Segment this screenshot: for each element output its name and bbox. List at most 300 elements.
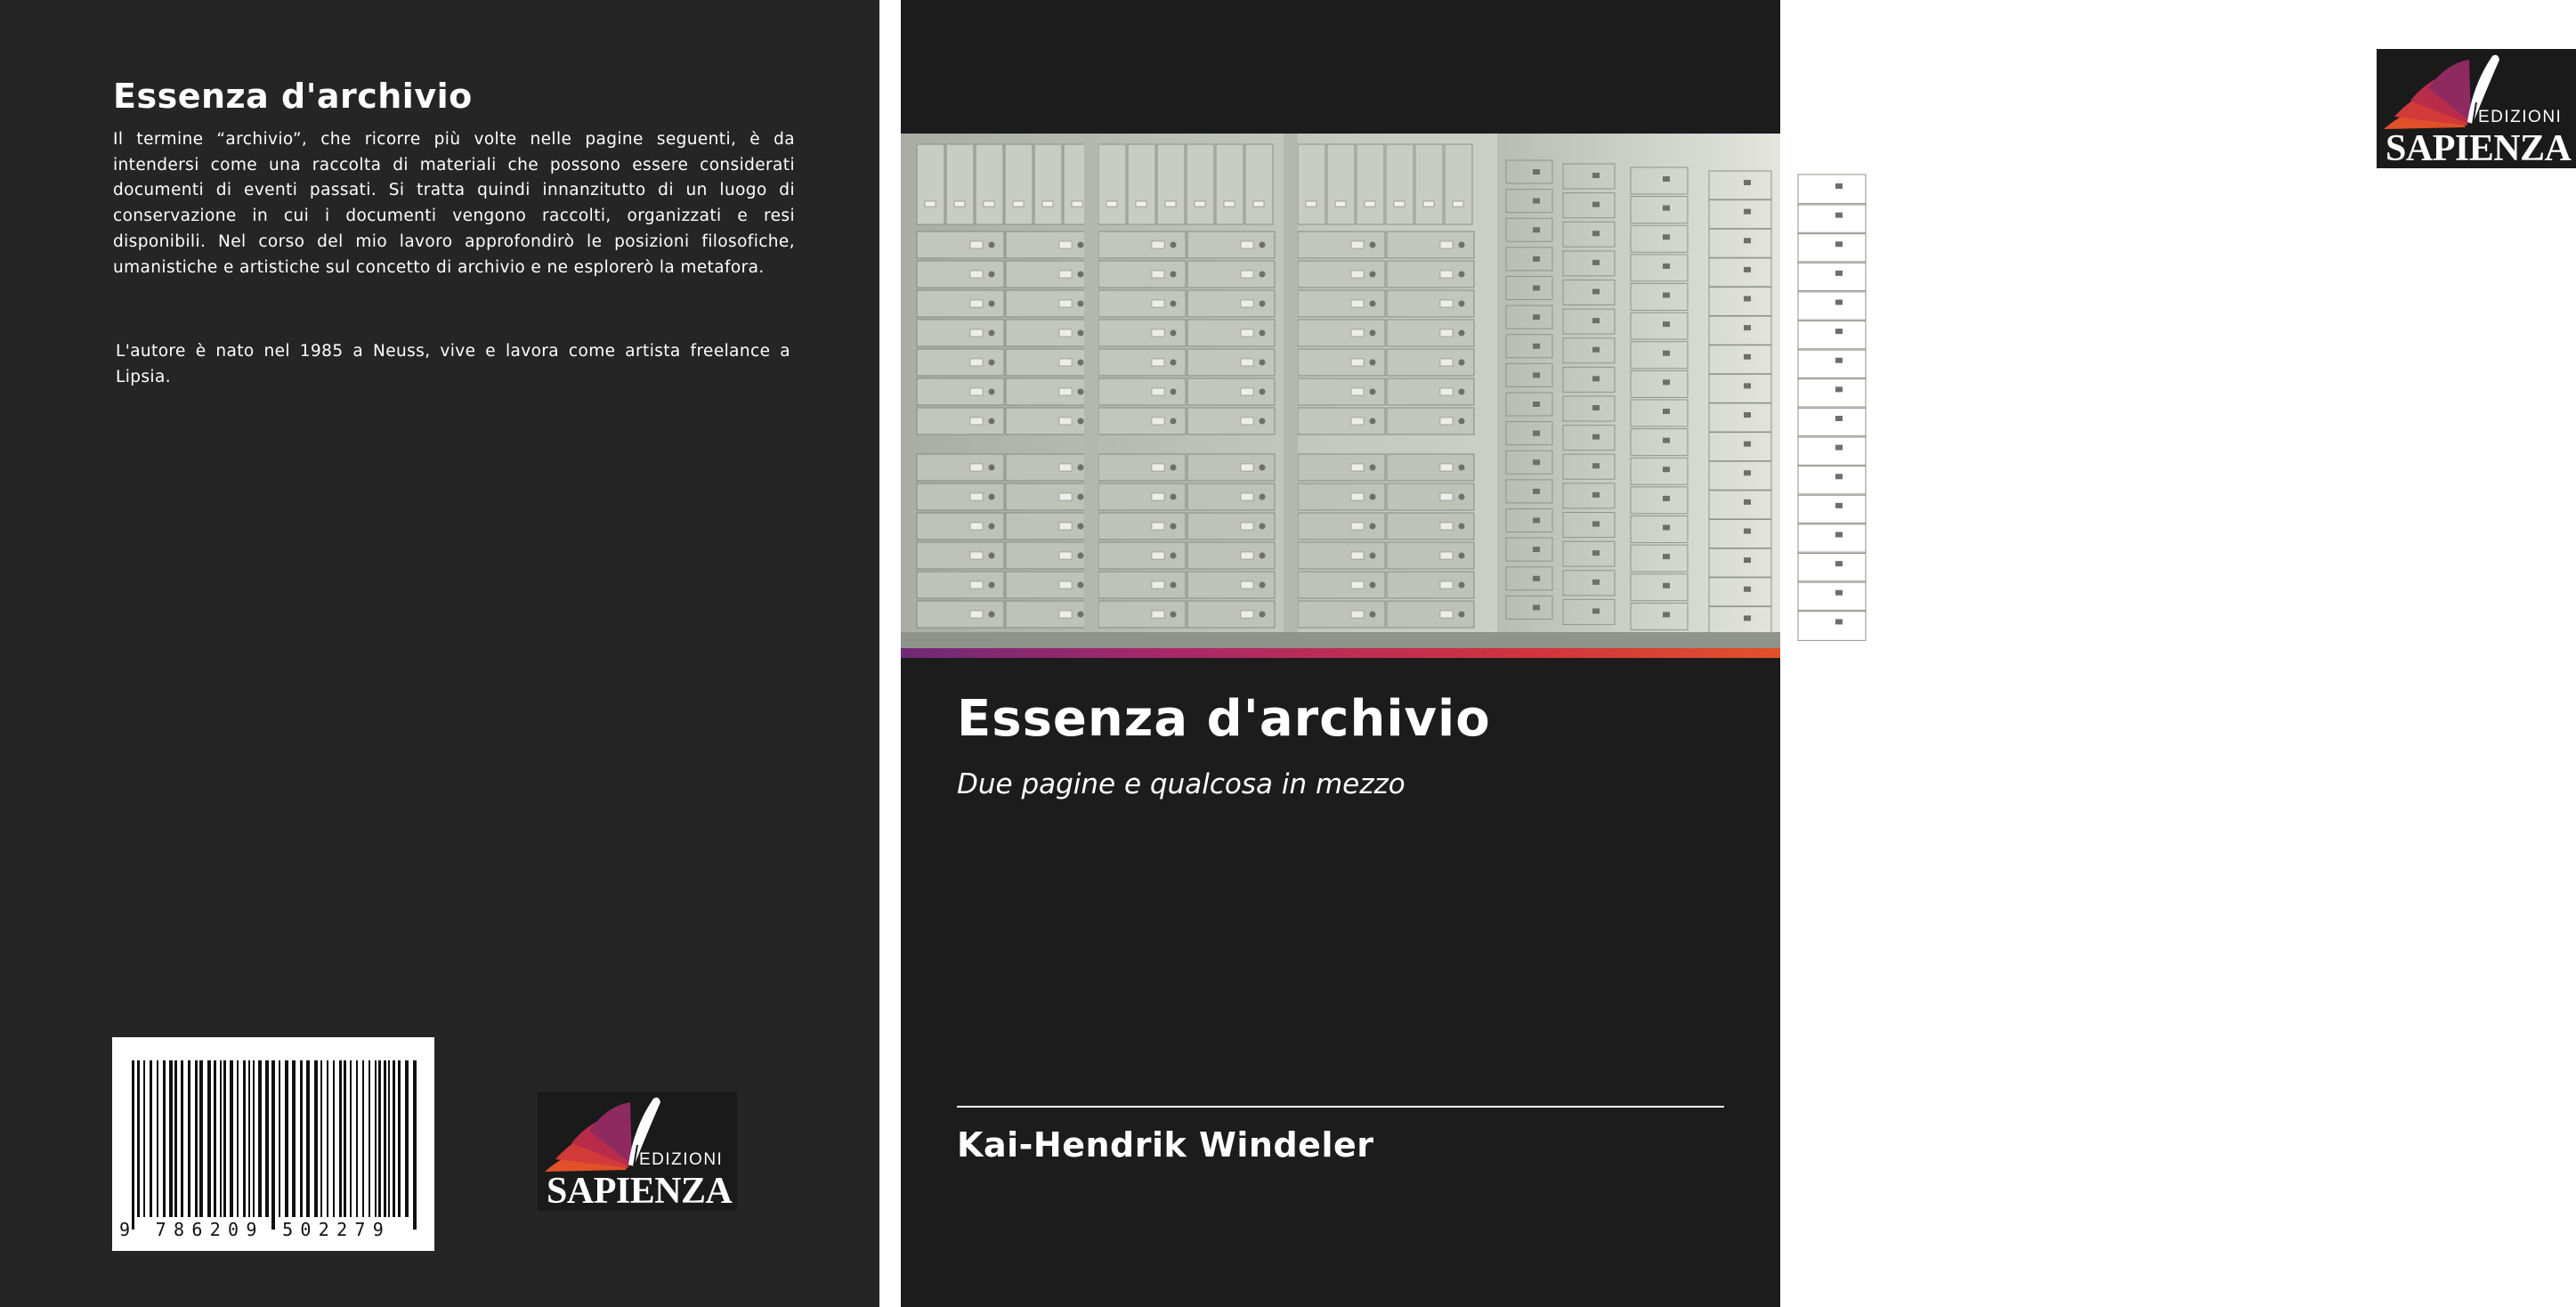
locker-label [970,359,983,366]
locker-label [970,552,983,559]
side-locker-door [1798,204,1866,234]
locker-door-tall [1445,144,1472,224]
locker-keyhole [1370,301,1376,307]
locker-keyhole [1459,360,1465,366]
side-locker-handle [1744,325,1751,330]
barcode-bar [344,1060,346,1217]
locker-keyhole [1370,389,1376,395]
locker-grid [917,134,1474,632]
locker-label [1059,359,1072,366]
side-locker-handle [1533,256,1540,262]
front-cover [901,0,2572,1307]
side-locker-handle [1744,557,1751,563]
side-locker-handle [1663,554,1670,559]
locker-label [1351,329,1364,337]
side-locker-door [1798,175,1866,205]
locker-door-tall [917,144,944,224]
barcode-bar [230,1060,233,1217]
locker-keyhole [1370,418,1376,425]
locker-label [1152,329,1164,337]
barcode-digits: 9 786209 502279 [119,1219,392,1240]
locker-keyhole [1370,330,1376,337]
side-locker-handle [1592,173,1600,178]
locker-keyhole [1459,389,1465,395]
side-locker-handle [1744,442,1751,447]
locker-label [1059,329,1072,337]
barcode-bar [378,1060,381,1217]
locker-label [1440,241,1453,248]
locker-keyhole [1370,494,1376,500]
locker-keyhole [1459,553,1465,559]
locker-label [1394,201,1405,207]
locker-keyhole [1459,272,1465,278]
barcode-bar [258,1060,262,1217]
side-locker-door [1798,581,1866,612]
locker-label [1423,201,1434,207]
locker-label [1059,241,1072,248]
side-locker-handle [1663,321,1670,327]
locker-keyhole [1459,301,1465,307]
side-locker-handle [1744,529,1751,534]
locker-label [970,300,983,307]
barcode-bar [339,1060,342,1217]
locker-label [1241,388,1253,395]
locker-label [1042,201,1053,207]
locker-keyhole [1459,465,1465,471]
locker-door-tall [1386,144,1414,224]
locker-label [1351,388,1364,395]
locker-door-tall [976,144,1003,224]
barcode-bar [237,1060,239,1217]
locker-label [1241,329,1253,337]
locker-label [1335,201,1346,207]
locker-keyhole [1078,389,1084,395]
locker-label [970,523,983,530]
locker-label [1440,418,1453,425]
locker-keyhole [1171,242,1177,248]
locker-label [1440,523,1453,530]
side-locker-handle [1592,550,1600,556]
barcode-bar [169,1060,173,1217]
side-locker-handle [1592,492,1600,498]
side-locker-door [1798,524,1866,554]
side-locker-handle [1533,344,1540,349]
locker-keyhole [989,418,995,425]
locker-keyhole [1078,494,1084,500]
locker-keyhole [1171,465,1177,471]
locker-label [1152,464,1164,471]
side-locker-handle [1533,199,1540,204]
side-locker-handle [1533,314,1540,320]
locker-label [1351,581,1364,589]
locker-label [1059,271,1072,278]
side-locker-handle [1663,379,1670,385]
side-locker-handle [1744,470,1751,475]
locker-label [1059,300,1072,307]
locker-door-tall [1327,144,1355,224]
archive-lockers-photo [901,134,1780,648]
locker-label [970,418,983,425]
side-locker-handle [1533,576,1540,581]
locker-keyhole [1078,524,1084,530]
locker-keyhole [1171,494,1177,500]
barcode-bar [393,1060,395,1217]
locker-keyhole [1078,612,1084,618]
locker-keyhole [1260,360,1266,366]
barcode-bar [362,1060,364,1217]
side-locker-handle [1744,238,1751,243]
side-locker-handle [1592,405,1600,410]
back-cover-title: Essenza d'archivio [113,77,473,116]
locker-label [1072,201,1082,207]
locker-keyhole [1171,389,1177,395]
side-locker-handle [1533,286,1540,291]
locker-keyhole [1078,272,1084,278]
locker-keyhole [989,582,995,589]
locker-keyhole [1260,524,1266,530]
side-locker-handle [1835,329,1843,334]
locker-keyhole [1260,301,1266,307]
side-locker-handle [1835,213,1843,218]
side-locker-handle [1835,561,1843,566]
side-locker-handle [1592,289,1600,295]
publisher-logo-back [538,1092,737,1211]
locker-label [1351,493,1364,500]
locker-label [1106,201,1117,207]
front-cover-subtitle: Due pagine e qualcosa in mezzo [957,768,1405,800]
side-locker-handle [1663,525,1670,531]
locker-keyhole [1260,612,1266,618]
locker-door-tall [1128,144,1155,224]
locker-label [1152,493,1164,500]
back-cover [0,0,879,1307]
locker-label [1241,581,1253,589]
locker-label [1351,241,1364,248]
locker-keyhole [1171,524,1177,530]
locker-label [1253,201,1264,207]
locker-label [1152,418,1164,425]
barcode-bar [327,1060,328,1217]
barcode-bar [157,1060,158,1217]
side-locker-handle [1533,547,1540,552]
locker-keyhole [1260,418,1266,425]
side-locker-handle [1533,518,1540,524]
locker-keyhole [1078,330,1084,337]
locker-keyhole [989,612,995,618]
locker-label [1059,611,1072,618]
locker-keyhole [1370,465,1376,471]
side-locker-handle [1835,416,1843,421]
side-locker-handle [1663,264,1670,269]
cabinet-pillar [1291,134,1298,632]
locker-label [1241,464,1253,471]
locker-label [1351,359,1364,366]
locker-keyhole [989,360,995,366]
side-locker-door [1798,436,1866,467]
barcode-bar [223,1060,226,1217]
barcode-bar [375,1060,377,1217]
side-locker-handle [1663,467,1670,472]
locker-label [1059,581,1072,589]
locker-label [1059,418,1072,425]
side-locker-handle [1744,354,1751,360]
barcode-bar [398,1060,401,1217]
accent-gradient-bar [901,648,1780,658]
locker-keyhole [1370,524,1376,530]
side-locker-handle [1744,383,1751,388]
locker-label [1440,359,1453,366]
side-locker-handle [1663,612,1670,617]
locker-keyhole [1370,582,1376,589]
side-locker-handle [1835,271,1843,276]
locker-keyhole [1260,272,1266,278]
barcode-bar [405,1060,409,1217]
side-locker-handle [1592,376,1600,381]
barcode-bar [271,1060,275,1230]
locker-keyhole [1078,418,1084,425]
locker-keyhole [1078,465,1084,471]
barcode-bar [292,1060,296,1217]
publisher-edizioni: EDIZIONI [2478,108,2563,126]
locker-door-tall [1034,144,1062,224]
cabinet-pillar [1091,134,1098,632]
locker-label [1241,271,1253,278]
locker-label [1152,359,1164,366]
locker-door-tall [1157,144,1185,224]
side-locker-handle [1835,619,1843,624]
side-locker-handle [1592,347,1600,353]
locker-keyhole [1370,612,1376,618]
side-locker-handle [1663,583,1670,589]
barcode-bar [243,1060,246,1217]
locker-label [1152,271,1164,278]
locker-keyhole [1078,242,1084,248]
locker-keyhole [989,272,995,278]
locker-door-tall [1357,144,1384,224]
author-bio: L'autore è nato nel 1985 a Neuss, vive e lavora come artista freelance a Lipsia. [116,342,790,386]
publisher-name: SAPIENZA [547,1171,733,1212]
locker-label [1241,359,1253,366]
side-locker-handle [1592,522,1600,527]
locker-label [1440,464,1453,471]
side-locker-handle [1533,402,1540,407]
locker-label [970,464,983,471]
side-locker-handle [1744,209,1751,215]
locker-label [1440,271,1453,278]
barcode-bar [279,1060,280,1217]
side-locker-handle [1533,372,1540,377]
side-locker-door [1798,349,1866,379]
side-locker-handle [1744,587,1751,592]
locker-label [970,581,983,589]
side-locker-handle [1835,386,1843,392]
front-cover-title: Essenza d'archivio [957,690,1491,748]
side-locker-handle [1663,234,1670,239]
side-locker-handle [1744,267,1751,272]
locker-label [970,611,983,618]
locker-keyhole [1260,389,1266,395]
front-cover-author: Kai-Hendrik Windeler [957,1125,1374,1165]
side-locker-handle [1835,445,1843,451]
side-locker-handle [1592,260,1600,265]
locker-keyhole [1171,612,1177,618]
locker-label [1059,523,1072,530]
locker-label [970,241,983,248]
spine-gap [879,0,901,1307]
locker-keyhole [1260,582,1266,589]
locker-keyhole [1459,612,1465,618]
barcode-bar [356,1060,358,1217]
locker-label [954,201,965,207]
locker-door-tall [1245,144,1273,224]
locker-label [1241,611,1253,618]
locker-label [970,271,983,278]
side-locker-handle [1533,431,1540,436]
side-locker-handle [1835,503,1843,508]
locker-keyhole [1171,418,1177,425]
side-locker-handle [1663,293,1670,298]
locker-keyhole [1459,494,1465,500]
divider-line [957,1106,1724,1108]
locker-label [1059,388,1072,395]
locker-label [1351,464,1364,471]
locker-label [1241,418,1253,425]
back-cover-blurb: Il termine “archivio”, che ricorre più volte nelle pagine seguenti, è da intendersi come una raccolta di materiali che possono essere considerati documenti di eventi passati. Si tratta quindi innanzitutto di un luogo di conservazione in cui i documenti vengono raccolti, organizzati e resi disponibili. Nel corso del mio lavoro approfondirò le posizioni filosofiche, umanistiche e artistiche sul concetto di archivio e ne esplorerò la metafora. [113,130,795,277]
locker-label [1224,201,1235,207]
isbn-barcode [112,1037,434,1251]
barcode-bar [300,1060,303,1217]
locker-label [1440,329,1453,337]
locker-label [1152,611,1164,618]
locker-door-tall [1005,144,1033,224]
barcode-bar [207,1060,211,1217]
locker-label [1013,201,1024,207]
locker-keyhole [989,465,995,471]
locker-keyhole [1260,330,1266,337]
side-locker-handle [1835,474,1843,479]
locker-keyhole [1370,553,1376,559]
locker-label [970,493,983,500]
locker-label [970,388,983,395]
locker-label [1152,581,1164,589]
locker-keyhole [1171,330,1177,337]
locker-door-tall [946,144,974,224]
side-locker-door [1798,407,1866,437]
locker-label [1152,241,1164,248]
barcode-bar [306,1060,310,1217]
locker-door-tall [1098,144,1126,224]
side-locker-handle [1592,202,1600,207]
side-locker-handle [1663,438,1670,443]
side-locker-handle [1744,180,1751,185]
locker-door-tall [1216,144,1243,224]
locker-label [1351,523,1364,530]
locker-keyhole [1370,272,1376,278]
locker-keyhole [1078,301,1084,307]
locker-label [970,329,983,337]
locker-label [1241,523,1253,530]
locker-label [1351,300,1364,307]
locker-label [1306,201,1316,207]
locker-keyhole [1370,242,1376,248]
locker-keyhole [1078,360,1084,366]
side-locker-handle [1533,459,1540,465]
barcode-bar [388,1060,390,1217]
side-locker-handle [1663,496,1670,501]
side-locker-handle [1592,434,1600,440]
side-locker-handle [1592,580,1600,585]
side-locker-handle [1835,300,1843,305]
publisher-edizioni: EDIZIONI [639,1150,724,1169]
locker-keyhole [1459,582,1465,589]
cabinet-pillar [1284,134,1291,632]
side-locker-door [1798,610,1866,640]
barcode-bar [214,1060,216,1217]
locker-label [1351,552,1364,559]
side-locker-door [1798,320,1866,350]
locker-keyhole [1078,582,1084,589]
side-locker-handle [1835,532,1843,538]
locker-keyhole [1171,582,1177,589]
side-locker-handle [1744,412,1751,418]
side-locker-handle [1663,409,1670,414]
barcode-bar [265,1060,269,1217]
locker-label [1440,493,1453,500]
locker-door-tall [1298,144,1325,224]
locker-keyhole [989,242,995,248]
barcode-bar [174,1060,177,1217]
barcode-bar [248,1060,250,1217]
barcode-bar [253,1060,255,1217]
locker-label [1351,418,1364,425]
side-locker-handle [1744,499,1751,505]
locker-label [1365,201,1375,207]
locker-keyhole [1459,524,1465,530]
barcode-bar [199,1060,203,1217]
barcode-bar [384,1060,386,1217]
locker-label [1351,271,1364,278]
side-locker-door [1798,232,1866,263]
locker-door-tall [1187,144,1214,224]
barcode-bar [195,1060,198,1217]
barcode-bar [150,1060,152,1217]
locker-label [1440,388,1453,395]
side-locker-handle [1592,608,1600,613]
locker-keyhole [1260,465,1266,471]
locker-label [1059,552,1072,559]
locker-label [1059,464,1072,471]
locker-keyhole [989,494,995,500]
barcode-bar [369,1060,370,1217]
locker-keyhole [1171,553,1177,559]
barcode-bar [220,1060,222,1217]
locker-keyhole [1171,272,1177,278]
side-locker-handle [1663,206,1670,211]
locker-label [1440,581,1453,589]
barcode-bar [320,1060,322,1217]
side-locker-handle [1533,605,1540,610]
locker-label [1152,300,1164,307]
side-locker-handle [1835,241,1843,247]
locker-label [1440,611,1453,618]
side-locker-handle [1744,615,1751,621]
side-locker-handle [1744,296,1751,302]
locker-label [1440,552,1453,559]
locker-keyhole [989,389,995,395]
locker-label [1152,552,1164,559]
barcode-bar [143,1060,145,1217]
locker-label [1059,493,1072,500]
